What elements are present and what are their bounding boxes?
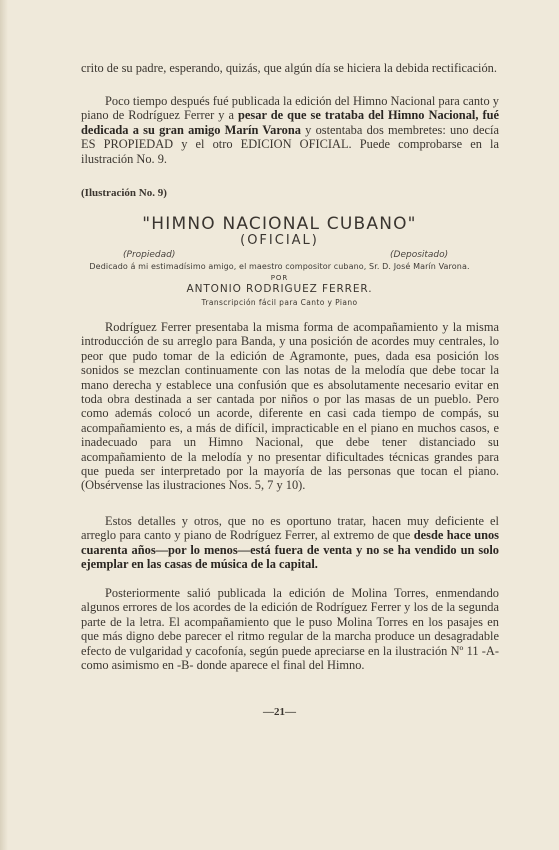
property-tag: (Propiedad) (123, 250, 176, 260)
illustration-por: POR (270, 274, 289, 282)
deposited-tag: (Depositado) (390, 250, 449, 260)
paragraph-2-bold: pesar de que se trataba del Himno Nacional, fué dedicada a su gran amigo Marín Varona (81, 108, 499, 137)
illustration-transcription: Transcripción fácil para Canto y Piano (201, 298, 358, 307)
illustration-official-label: (OFICIAL) (240, 233, 319, 248)
illustration-author: ANTONIO RODRIGUEZ FERRER. (186, 283, 373, 295)
illustration-dedication: Dedicado á mi estimadísimo amigo, el maestro compositor cubano, Sr. D. José Marín Varona. (89, 262, 470, 271)
paragraph-4 (81, 514, 499, 572)
paragraph-2-text-a: Poco tiempo después fué publicada la edición del Himno Nacional para canto y piano de Rodríguez Ferrer y a (81, 94, 499, 123)
illustration-title: "HIMNO NACIONAL CUBANO" (142, 214, 417, 234)
paragraph-4-bold: desde hace unos cuarenta años—por lo menos—está fuera de venta y no se ha vendido un solo ejemplar en las casas de música de la capital. (81, 528, 500, 572)
paragraph-1 (81, 61, 499, 75)
illustration-caption: (Ilustración No. 9) (81, 187, 167, 199)
paragraph-1-text: crito de su padre, esperando, quizás, que algún día se hiciera la debida rectificación. (81, 61, 497, 75)
paragraph-2 (81, 94, 499, 166)
paragraph-5-text: Posteriormente salió publicada la edición de Molina Torres, enmendando algunos errores de los acordes de la edición de Rodríguez Ferrer y los de la segunda parte de la letra. El acompañamiento que le puso Molina Torres en los pasajes en que más digno debe parecer el ritmo regular de la marcha produce un desagradable efecto de vulgaridad y cacofonía, según puede apreciarse en la ilustración Nº 11 -A- como asimismo en -B- donde aparece el final del Himno. (81, 586, 499, 673)
paragraph-5 (81, 586, 499, 672)
paragraph-2-text-c: y ostentaba dos membretes: uno decía ES PROPIEDAD y el otro EDICION OFICIAL. Puede comprobarse en la ilustración No. 9. (81, 122, 499, 166)
paragraph-3-text: Rodríguez Ferrer presentaba la misma forma de acompañamiento y la misma introducción de su arreglo para Banda, y una posición de acordes muy centrales, lo peor que pudo tomar de la edición de Agramonte, pues, dada esa posición los sonidos se mezclan continuamente con las notas de la melodía que debe tocar la mano derecha y establece una confusión que es absolutamente necesario evitar en toda obra destinada a ser cantada por niños o por las masas de un pueblo. Pero como además colocó un acorde, diferente en casi cada tiempo de compás, su acompañamiento es, a más de difícil, impracticable en el piano en muchos casos, e inadecuado para un Himno Nacional, que debe tener distanciado su acompañamiento de la melodía y no presentar dificultades técnicas grandes para que pueda ser interpretado por la mayoría de las personas que tocan el piano. (Obsérvense las ilustraciones Nos. 5, 7 y 10). (81, 320, 499, 493)
paragraph-3 (81, 320, 499, 493)
page-number: —21— (263, 706, 296, 718)
paragraph-4-text-a: Estos detalles y otros, que no es oportuno tratar, hacen muy deficiente el arreglo para canto y piano de Rodríguez Ferrer, al extremo de que (81, 514, 499, 543)
